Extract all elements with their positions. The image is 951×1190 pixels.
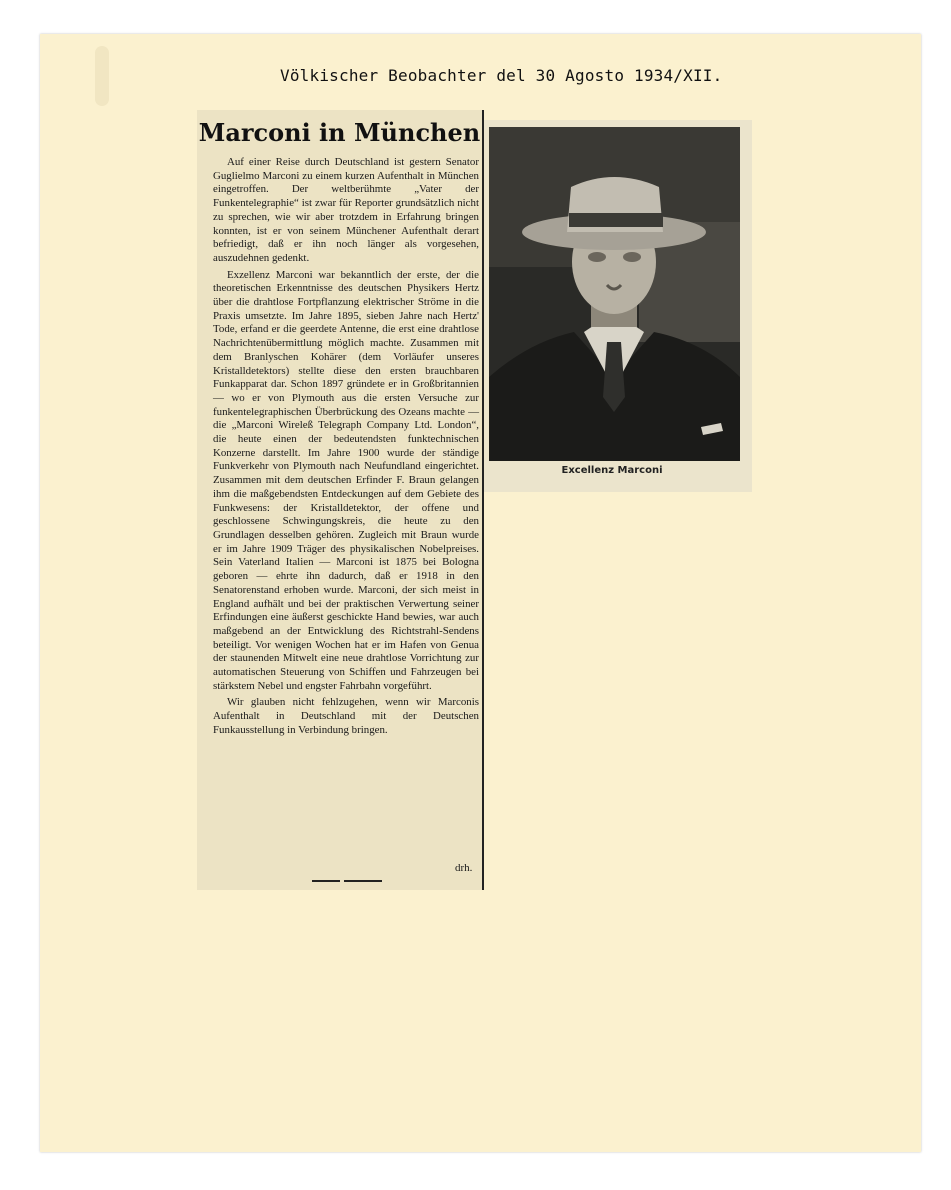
end-rule xyxy=(312,880,340,882)
article-headline: Marconi in München xyxy=(198,118,481,147)
typed-source-line: Völkischer Beobachter del 30 Agosto 1934/XII. xyxy=(280,66,723,85)
marconi-portrait-photo xyxy=(489,127,740,461)
article-body xyxy=(213,156,479,738)
document-sheet xyxy=(40,34,921,1152)
end-rule xyxy=(344,880,382,882)
photo-caption: Excellenz Marconi xyxy=(561,465,663,476)
article-signature: drh. xyxy=(455,862,473,874)
article-paragraph: Wir glauben nicht fehlzugehen, wenn wir Marconis Aufenthalt in Deutschland mit der Deutschen Funkausstellung in Verbindung bringen. xyxy=(213,696,479,736)
photo-clipping xyxy=(484,120,752,492)
paper-fold-mark xyxy=(95,46,109,106)
article-paragraph: Exzellenz Marconi war bekanntlich der erste, der die theoretischen Erkenntnisse des deutschen Physikers Hertz über die drahtlose Fortpflanzung elektrischer Ströme in die Praxis umsetzte. Im Jahre 1895, sieben Jahre nach Hertz' Tode, erfand er die geerdete Antenne, die erst eine drahtlose Nachrichtenübermittlung möglich machte. Zusammen mit dem Branlyschen Kohärer (dem Vorläufer unseres Kristalldetektors) stellte diese den ersten brauchbaren Funkapparat dar. Schon 1897 gründete er in Großbritannien — wo er von Plymouth aus die ersten Versuche zur funkentelegraphischen Überbrückung des Ozeans machte — die „Marconi Wireleß Telegraph Company Ltd. London“, die heute einen der bedeutendsten funktechnischen Konzerne darstellt. Im Jahre 1900 wurde der ständige Funkverkehr von Plymouth nach Neufundland eingerichtet. Zusammen mit dem deutschen Erfinder F. Braun gelangen ihm die maßgebendsten Entdeckungen auf dem Gebiete des Funkwesens: der Kristalldetektor, der offene und geschlossene Schwingungskreis, die heute zu den Grundlagen desselben gehören. Zugleich mit Braun wurde er im Jahre 1909 Träger des physikalischen Nobelpreises. Sein Vaterland Italien — Marconi ist 1875 bei Bologna geboren — ehrte ihn dadurch, daß er 1918 in den Senatorenstand erhoben wurde. Marconi, der sich meist in England aufhält und bei der praktischen Verwertung seiner Erfindungen eine äußerst geschickte Hand bewies, war auch maßgebend an der Entwicklung des Richtstrahl-Sendens beteiligt. Vor wenigen Wochen hat er im Hafen von Genua der staunenden Mitwelt eine neue drahtlose Vorrichtung zur automatischen Steuerung von Schiffen und Fahrzeugen bei stärkstem Nebel und engster Fahrbahn vorgeführt. xyxy=(213,268,479,692)
newspaper-clipping xyxy=(197,110,484,890)
article-paragraph: Auf einer Reise durch Deutschland ist gestern Senator Guglielmo Marconi zu einem kurzen Aufenthalt in München eingetroffen. Der weltberühmte „Vater der Funkentelegraphie“ ist zwar für Reporter grundsätzlich nicht zu sprechen, wie wir aber trotzdem in Erfahrung bringen konnten, ist er von seinem Münchener Aufenthalt derart befriedigt, daß er ihn noch länger als vorgesehen, auszudehnen gedenkt. xyxy=(213,156,479,264)
